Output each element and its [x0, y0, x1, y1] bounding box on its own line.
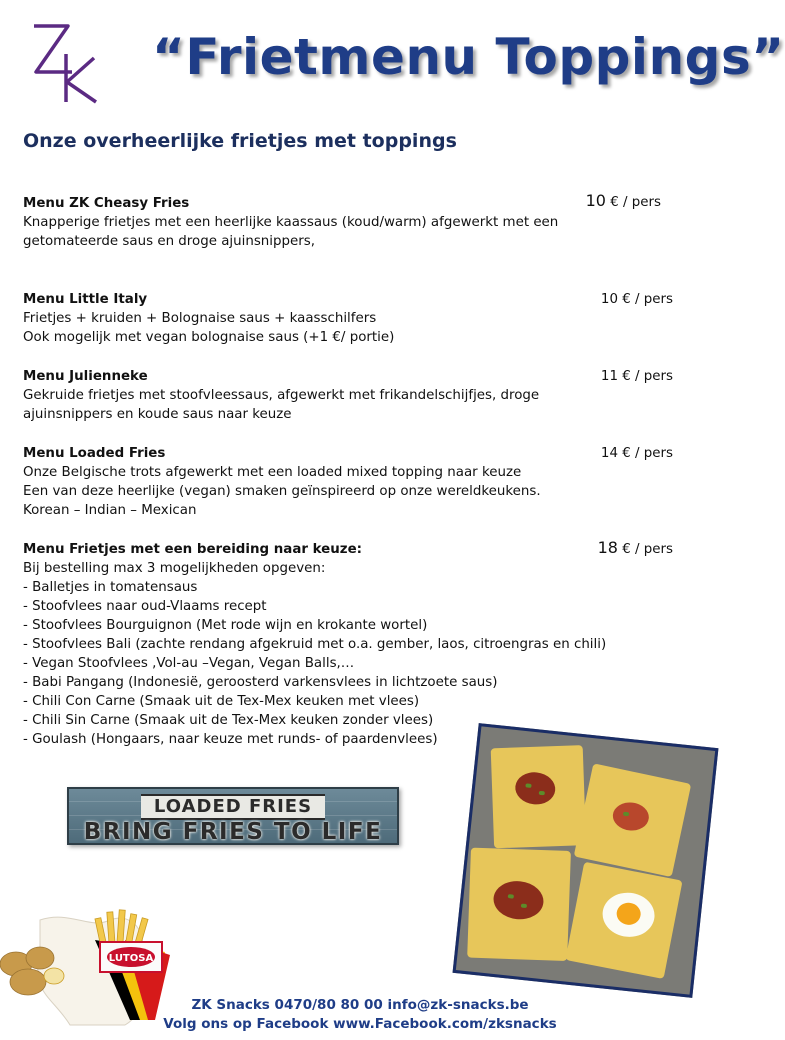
menu-item-price [586, 191, 661, 212]
menu-item-bereiding-naar-keuze [23, 540, 673, 749]
loaded-fries-photo [453, 723, 719, 998]
menu-item-description: Frietjes + kruiden + Bolognaise saus + kaasschilfers [23, 311, 377, 326]
price-unit: € / pers [617, 446, 673, 461]
menu-option: - Stoofvlees Bali (zachte rendang afgekruid met o.a. gember, laos, citroengras en chili) [23, 637, 607, 652]
price-amount: 18 [597, 538, 618, 557]
menu-option: - Goulash (Hongaars, naar keuze met runds- of paardenvlees) [23, 732, 438, 747]
price-amount: 14 [600, 446, 618, 461]
menu-item-price [598, 538, 673, 559]
menu-item-description: Korean – Indian – Mexican [23, 503, 197, 518]
banner-bottom-text: BRING FRIES TO LIFE [83, 819, 383, 845]
zk-logo [28, 20, 100, 106]
menu-item-little-italy [23, 290, 673, 347]
menu-item-description: Bij bestelling max 3 mogelijkheden opgeven: [23, 561, 326, 576]
menu-item-description: Onze Belgische trots afgewerkt met een loaded mixed topping naar keuze [23, 465, 522, 480]
menu-item-description: Een van deze heerlijke (vegan) smaken geïnspireerd op onze wereldkeukens. [23, 484, 541, 499]
menu-option: - Stoofvlees naar oud-Vlaams recept [23, 599, 267, 614]
price-amount: 10 [585, 191, 606, 210]
menu-option: - Vegan Stoofvlees ,Vol-au –Vegan, Vegan Balls,… [23, 656, 355, 671]
menu-item-description: getomateerde saus en droge ajuinsnippers, [23, 234, 315, 249]
price-amount: 11 [600, 369, 618, 384]
menu-item-name: Menu ZK Cheasy Fries [23, 196, 190, 211]
lutosa-brand-text: LUTOSA [108, 953, 154, 964]
banner-top-text: LOADED FRIES [141, 794, 325, 820]
menu-item-name: Menu Loaded Fries [23, 446, 166, 461]
menu-item-description: Ook mogelijk met vegan bolognaise saus (+1 €/ portie) [23, 330, 395, 345]
footer-facebook: Volg ons op Facebook www.Facebook.com/zksnacks [163, 1016, 557, 1032]
price-amount: 10 [600, 292, 618, 307]
price-unit: € / pers [617, 369, 673, 384]
menu-item-description: ajuinsnippers en koude saus naar keuze [23, 407, 292, 422]
page-title: “Frietmenu Toppings” [152, 28, 785, 86]
menu-option: - Stoofvlees Bourguignon (Met rode wijn en krokante wortel) [23, 618, 428, 633]
menu-item-price [601, 290, 673, 309]
footer-contact: ZK Snacks 0470/80 80 00 info@zk-snacks.be [191, 997, 529, 1013]
menu-item-name: Menu Julienneke [23, 369, 148, 384]
menu-option: - Chili Con Carne (Smaak uit de Tex-Mex keuken met vlees) [23, 694, 420, 709]
menu-option: - Chili Sin Carne (Smaak uit de Tex-Mex keuken zonder vlees) [23, 713, 434, 728]
menu-item-price [601, 367, 673, 386]
menu-item-julienneke [23, 367, 673, 424]
price-unit: € / pers [617, 542, 673, 557]
loaded-fries-banner [67, 787, 399, 845]
page-subtitle: Onze overheerlijke frietjes met toppings [23, 130, 457, 152]
menu-item-name: Menu Frietjes met een bereiding naar keuze: [23, 542, 363, 557]
menu-item-cheasy-fries [23, 191, 673, 251]
price-unit: € / pers [605, 195, 661, 210]
menu-item-description: Gekruide frietjes met stoofvleessaus, afgewerkt met frikandelschijfjes, droge [23, 388, 540, 403]
menu-option: - Babi Pangang (Indonesië, geroosterd varkensvlees in lichtzoete saus) [23, 675, 498, 690]
menu-item-price [601, 444, 673, 463]
menu-option: - Balletjes in tomatensaus [23, 580, 198, 595]
menu-item-loaded-fries [23, 444, 673, 520]
menu-item-description: Knapperige frietjes met een heerlijke kaassaus (koud/warm) afgewerkt met een [23, 215, 559, 230]
menu-item-name: Menu Little Italy [23, 292, 148, 307]
price-unit: € / pers [617, 292, 673, 307]
